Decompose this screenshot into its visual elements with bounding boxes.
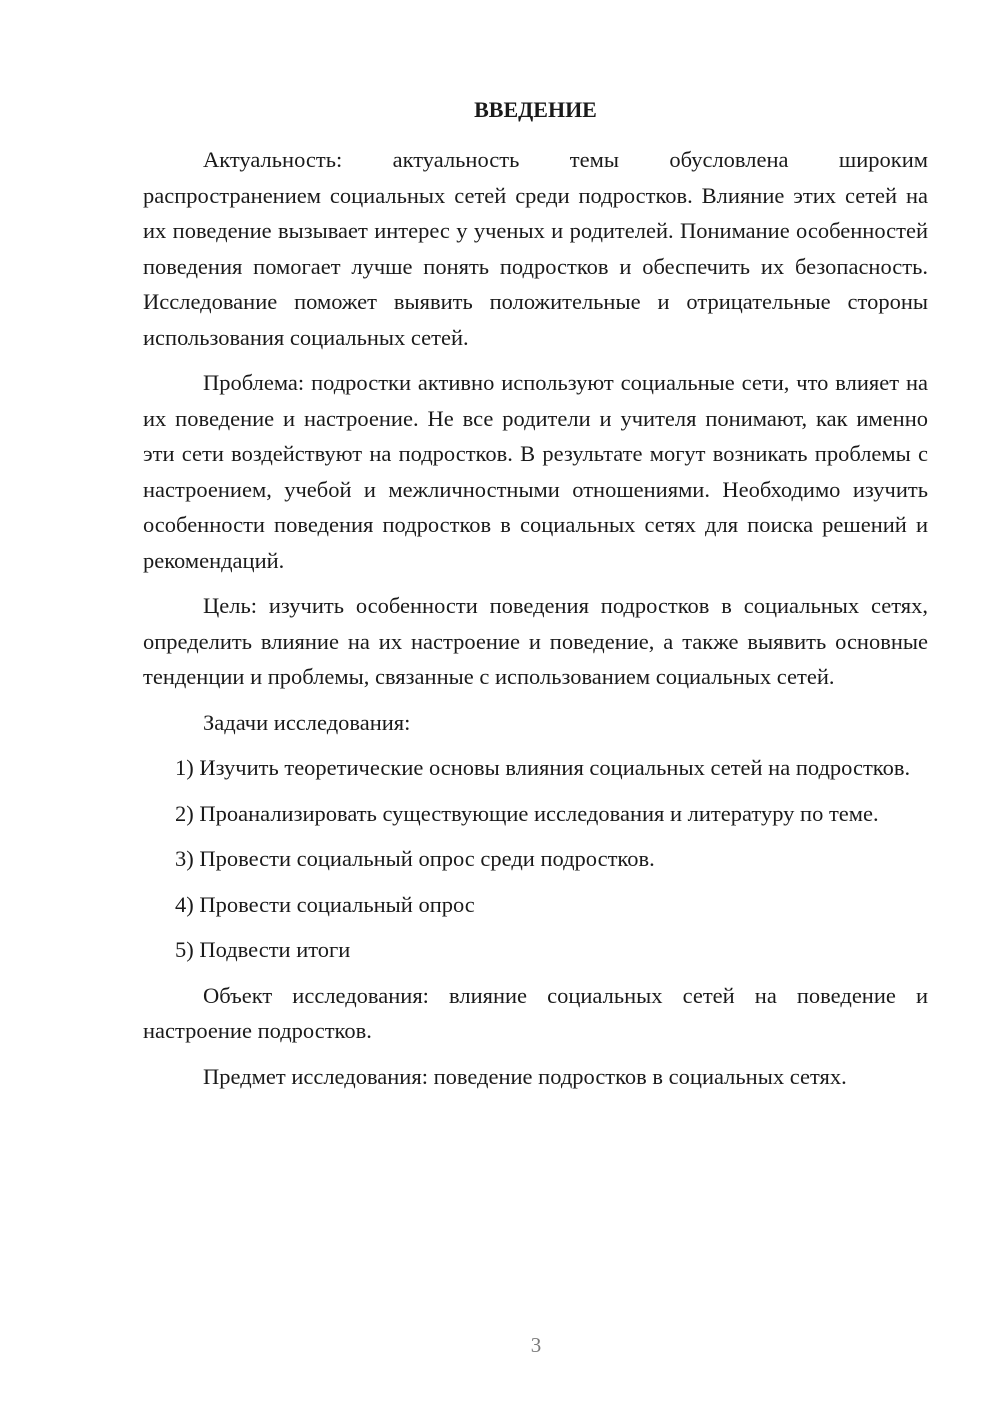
task-item-2: 2) Проанализировать существующие исследования и литературу по теме.: [175, 800, 879, 826]
tasks-heading: Задачи исследования:: [203, 709, 411, 735]
task-item-5: 5) Подвести итоги: [175, 937, 351, 962]
problem-paragraph: Проблема: подростки активно используют социальные сети, что влияет на их поведение и настроение. Не все родители и учителя понимают, как именно эти сети воздействуют на подростков. В результате могут возникать проблемы с настроением, учебой и межличностными отношениями. Необходимо изучить особенности поведения подростков в социальных сетях для поиска решений и рекомендаций.: [143, 370, 928, 573]
object-paragraph: Объект исследования: влияние социальных сетей на поведение и настроение подростков.: [143, 982, 928, 1043]
task-item-3: 3) Провести социальный опрос среди подростков.: [175, 846, 655, 871]
subject-paragraph: Предмет исследования: поведение подростков в социальных сетях.: [203, 1063, 847, 1089]
page-content: [143, 92, 928, 1104]
page-number: 3: [530, 1333, 542, 1357]
relevance-paragraph: Актуальность: актуальность темы обусловлена широким распространением социальных сетей среди подростков. Влияние этих сетей на их поведение вызывает интерес у ученых и родителей. Понимание особенностей поведения помогает лучше понять подростков и обеспечить их безопасность. Исследование поможет выявить положительные и отрицательные стороны использования социальных сетей.: [143, 147, 928, 350]
section-title: ВВЕДЕНИЕ: [474, 97, 597, 122]
task-item-1: 1) Изучить теоретические основы влияния социальных сетей на подростков.: [175, 755, 911, 780]
goal-paragraph: Цель: изучить особенности поведения подростков в социальных сетях, определить влияние на их настроение и поведение, а также выявить основные тенденции и проблемы, связанные с использованием социальных сетей.: [143, 593, 928, 689]
task-item-4: 4) Провести социальный опрос: [175, 891, 475, 917]
